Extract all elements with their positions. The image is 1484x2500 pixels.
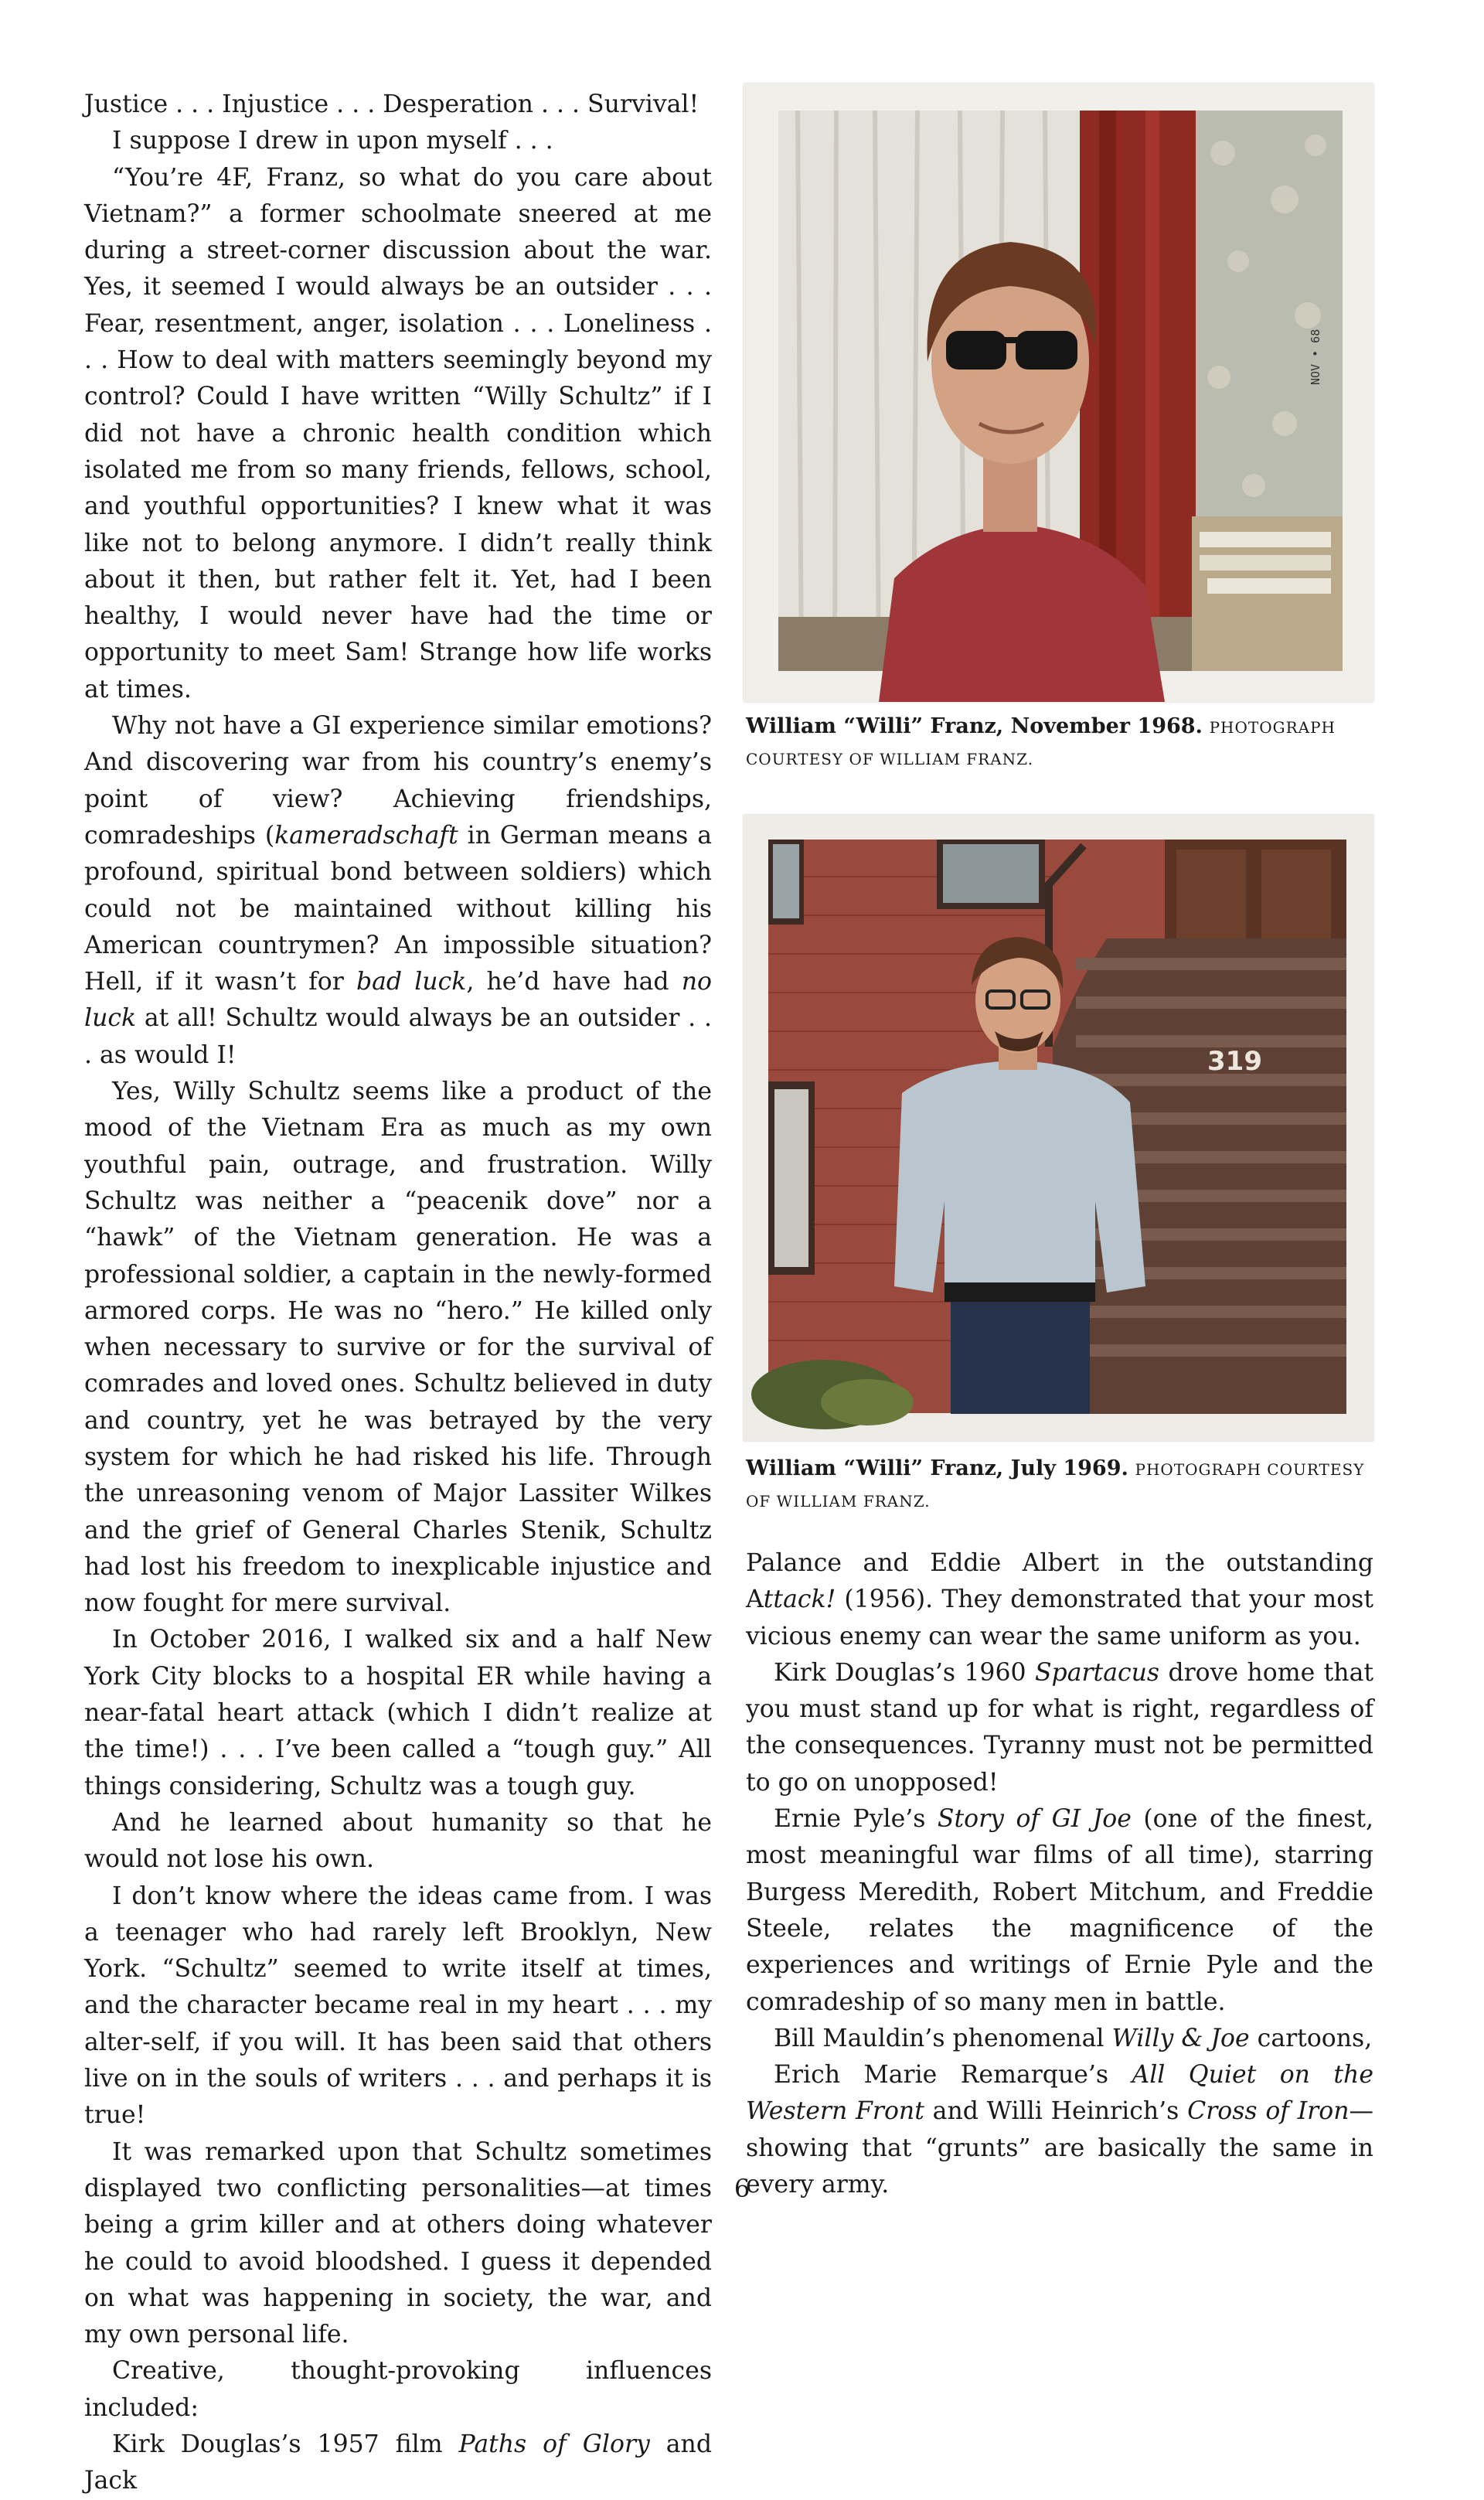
paragraph-text: Creative, thought-provoking influences included: (84, 2357, 712, 2422)
photo-caption-2 (746, 1453, 1373, 1517)
book-title: All Quiet on the Western Front (746, 2061, 1373, 2126)
paragraph-text: It was remarked upon that Schultz sometimes displayed two conflicting personalities—at times being a grim killer and at others doing whatever he could to avoid bloodshed. I guess it depended on what was happening in society, the war, and my own personal life. (84, 2137, 712, 2349)
paragraph (84, 1878, 712, 2134)
paragraph (84, 160, 712, 708)
house-number: 319 (1207, 1046, 1262, 1077)
paragraph-text: and Jack (84, 2430, 712, 2495)
italic-term: kameradschaft (274, 821, 458, 850)
film-title: Paths of Glory (458, 2430, 650, 2458)
paragraph (84, 1622, 712, 1804)
paragraph (746, 1801, 1373, 2021)
paragraph-text: and Willi Heinrich’s (924, 2097, 1188, 2126)
paragraph (746, 2021, 1373, 2057)
paragraph (84, 1805, 712, 1878)
paragraph-text: Erich Marie Remarque’s (774, 2061, 1132, 2090)
caption-credit: PHOTOGRAPH COURTESY OF WILLIAM FRANZ. (746, 1460, 1365, 1511)
paragraph-text: cartoons, (1249, 2024, 1373, 2052)
paragraph-text: at all! Schultz would always be an outsider . . . as would I! (84, 1004, 712, 1069)
paragraph-text: Ernie Pyle’s (774, 1805, 938, 1834)
paragraph (84, 1074, 712, 1622)
paragraph-text: drove home that you must stand up for what is right, regardless of the consequences. Tyranny must not be permitted to go on unopposed! (746, 1658, 1374, 1797)
paragraph-text: In October 2016, I walked six and a half New York City blocks to a hospital ER while having a near-fatal heart attack (which I didn’t realize at the time!) . . . I’ve been called a “tough guy.” All things considering, Schultz was a tough guy. (84, 1626, 712, 1800)
photo-july-1969 (744, 815, 1373, 1441)
paragraph (84, 123, 712, 159)
film-title: ttack! (763, 1585, 836, 1614)
italic-term: no luck (84, 968, 712, 1033)
paragraph (746, 1655, 1373, 1801)
paragraph-text: Kirk Douglas’s 1957 film (112, 2430, 459, 2458)
right-text-column (746, 1545, 1373, 2203)
paragraph-text: I suppose I drew in upon myself . . . (112, 127, 553, 155)
paragraph (84, 708, 712, 1074)
paragraph (84, 2427, 712, 2500)
paragraph-text: —showing that “grunts” are basically the same in every army. (746, 2097, 1373, 2199)
left-text-column (84, 87, 712, 2500)
photo-illustration (744, 815, 1373, 1441)
paragraph-text: (one of the finest, most meaningful war films of all time), starring Burgess Meredith, Robert Mitchum, and Freddie Steele, relates the magnificence of the experiences and writings of Ernie Pyle and the comradeship of so many men in battle. (746, 1805, 1374, 2016)
paragraph-text: Palance and Eddie Albert in the outstanding A (746, 1549, 1373, 1614)
paragraph-text: Bill Mauldin’s phenomenal (774, 2024, 1112, 2052)
film-title: Story of GI Joe (937, 1805, 1132, 1834)
paragraph (746, 1545, 1373, 1655)
book-title: Cross of Iron (1187, 2097, 1350, 2126)
paragraph-text: I don’t know where the ideas came from. I was a teenager who had rarely left Brooklyn, New York. “Schultz” seemed to write itself at times, and the character became real in my heart . . . my alter-self, if you will. It has been said that others live on in the souls of writers . . . and perhaps it is true! (84, 1882, 712, 2130)
paragraph (84, 2134, 712, 2354)
caption-credit: PHOTOGRAPH COURTESY OF WILLIAM FRANZ. (746, 718, 1336, 768)
paragraph-text: in German means a profound, spiritual bond between soldiers) which could not be maintained without killing his American countrymen? An impossible situation? Hell, if it wasn’t for (84, 821, 712, 996)
paragraph-text: (1956). They demonstrated that your most vicious enemy can wear the same uniform as you. (746, 1585, 1373, 1650)
photo-caption-1 (746, 711, 1373, 775)
photo-date-stamp: NOV • 68 (1309, 329, 1322, 385)
paragraph-text: Why not have a GI experience similar emotions? And discovering war from his country’s enemy’s point of view? Achieving friendships, comradeships ( (84, 712, 712, 850)
paragraph-text: Kirk Douglas’s 1960 (774, 1658, 1035, 1687)
photo-november-1968 (744, 83, 1373, 702)
cartoon-title: Willy & Joe (1111, 2024, 1250, 2052)
paragraph (84, 2353, 712, 2427)
italic-term: bad luck (356, 968, 467, 996)
film-title: Spartacus (1034, 1658, 1160, 1687)
page-number: 6 (733, 2174, 751, 2203)
paragraph-text: , he’d have had (466, 968, 682, 996)
paragraph-text: Justice . . . Injustice . . . Desperation . . . Survival! (84, 90, 699, 118)
caption-title: William “Willi” Franz, July 1969. (746, 1456, 1128, 1480)
paragraph-text: “You’re 4F, Franz, so what do you care about Vietnam?” a former schoolmate sneered at me during a street-corner discussion about the war. Yes, it seemed I would always be an outsider . . . Fear, resentment, anger, isolation . . . Loneliness . . . How to deal with matters seemingly beyond my control? Could I have written “Willy Schultz” if I did not have a chronic health condition which isolated me from so many friends, fellows, school, and youthful opportunities? I knew what it was like not to belong anymore. I didn’t really think about it then, but rather felt it. Yet, had I been healthy, I would never have had the time or opportunity to meet Sam! Strange how life works at times. (84, 163, 712, 703)
paragraph-text: Yes, Willy Schultz seems like a product of the mood of the Vietnam Era as much as my own youthful pain, outrage, and frustration. Willy Schultz was neither a “peacenik dove” nor a “hawk” of the Vietnam generation. He was a professional soldier, a captain in the newly-formed armored corps. He was no “hero.” He killed only when necessary to survive or for the survival of comrades and loved ones. Schultz believed in duty and country, yet he was betrayed by the very system for which he had risked his life. Through the unreasoning venom of Major Lassiter Wilkes and the grief of General Charles Stenik, Schultz had lost his freedom to inexplicable injustice and now fought for mere survival. (84, 1078, 712, 1618)
paragraph (84, 87, 712, 123)
caption-title: William “Willi” Franz, November 1968. (746, 714, 1203, 738)
paragraph-text: And he learned about humanity so that he would not lose his own. (84, 1808, 712, 1874)
photo-illustration (744, 83, 1373, 702)
